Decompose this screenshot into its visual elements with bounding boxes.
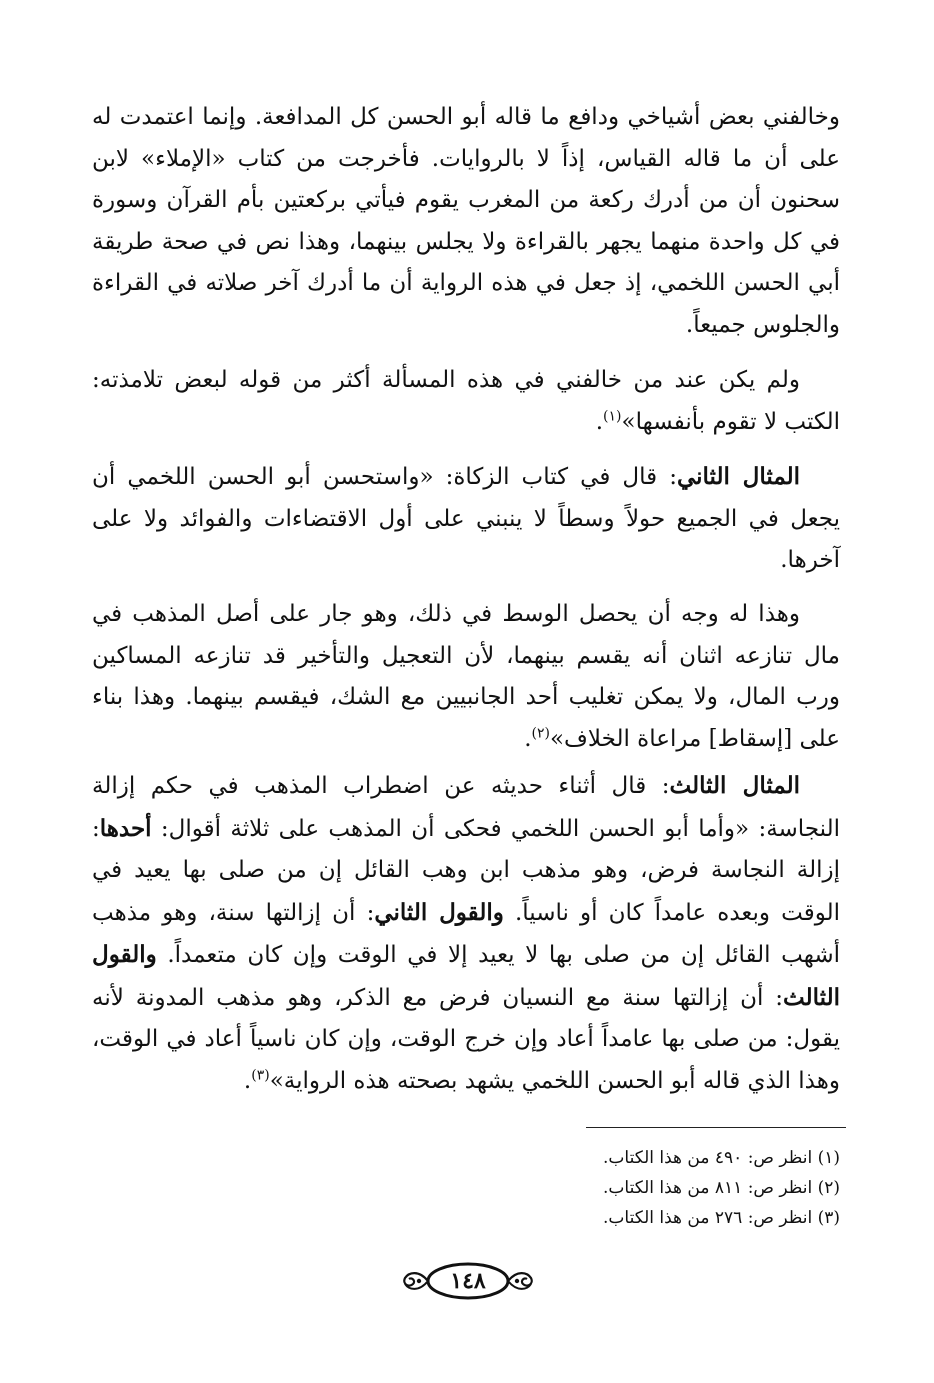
paragraph-1-line-5: وهذا نص في صحة طريقة أبي الحسن اللخمي، إذ جعل في هذه الرواية أن <box>92 228 840 296</box>
paragraph-1-line-1: وخالفني بعض أشياخي ودافع ما قاله أبو الحسن كل المدافعة. وإنما <box>202 104 840 130</box>
paragraph-1-line-6: ما أدرك آخر صلاته في القراءة والجلوس جميعاً. <box>92 270 840 338</box>
paragraph-5-end: . <box>243 1067 252 1094</box>
paragraph-5-line-5: مذهب أشهب القائل إن من صلى بها لا يعيد إلا في الوقت وإن كان متعمداً. <box>92 899 840 968</box>
paragraph-4-line-2: المذهب في مال تنازعه اثنان أنه يقسم بينهما، لأن التعجيل والتأخير قد <box>92 601 841 669</box>
footnote-text: انظر ص: ٤٩٠ من هذا الكتاب. <box>603 1148 813 1168</box>
paragraph-1-line-4: بأم القرآن وسورة في كل واحدة منهما يجهر بالقراءة ولا يجلس بينهما، <box>92 187 840 255</box>
third-opinion-label: والقول الثالث <box>92 941 840 1011</box>
paragraph-5 <box>92 765 840 1102</box>
paragraph-2-end: . <box>595 408 604 435</box>
paragraph-2 <box>92 360 840 443</box>
footnote-item <box>380 1203 840 1233</box>
footnote-number: (٣) <box>817 1208 840 1228</box>
footnote-ref-1: (١) <box>603 407 622 424</box>
footnote-ref-2: (٢) <box>531 724 550 741</box>
paragraph-5-line-4-rest: : أن إزالتها سنة، وهو <box>162 899 375 926</box>
paragraph-1 <box>92 97 840 346</box>
paragraph-3 <box>92 456 840 582</box>
paragraph-2-line-1: ولم يكن عند من خالفني في هذه المسألة أكثر من قوله لبعض <box>174 367 800 393</box>
paragraph-1-line-2: اعتمدت له على أن ما قاله القياس، إذاً لا بالروايات. فأخرجت من كتاب <box>92 104 840 172</box>
paragraph-4-end: . <box>524 725 532 752</box>
footnote-item <box>380 1173 840 1203</box>
paragraph-4-line-1: وهذا له وجه أن يحصل الوسط في ذلك، وهو جار على أصل <box>215 601 800 627</box>
first-opinion-label: أحدها <box>99 814 152 842</box>
footnote-separator <box>586 1127 846 1128</box>
footnote-number: (١) <box>817 1148 840 1168</box>
footnote-text: انظر ص: ٢٧٦ من هذا الكتاب. <box>603 1208 813 1228</box>
paragraph-5-line-1: : قال أثناء حديثه عن اضطراب المذهب في حكم إزالة <box>92 773 670 799</box>
example-3-label: المثال الثالث <box>669 772 800 799</box>
paragraph-3-line-1: : قال في كتاب الزكاة: «واستحسن أبو الحسن اللخمي <box>127 464 677 490</box>
footnote-text: انظر ص: ٨١١ من هذا الكتاب. <box>603 1178 813 1198</box>
footnotes <box>380 1143 840 1233</box>
paragraph-3-line-3: ولا على آخرها. <box>92 505 840 573</box>
footnote-item <box>380 1143 840 1173</box>
paragraph-5-line-7: لأنه يقول: من صلى بها عامداً أعاد وإن خرج الوقت، وإن كان ناسياً أعاد في <box>92 984 841 1052</box>
footnote-number: (٢) <box>817 1178 840 1198</box>
paragraph-4-line-4: فيقسم بينهما. وهذا بناء على [إسقاط] مراعاة الخلاف» <box>92 684 840 752</box>
page-number: ١٤٨ <box>450 1268 486 1294</box>
paragraph-5-line-4: يعيد في الوقت وبعده عامداً كان أو ناسياً. <box>92 857 841 926</box>
paragraph-1-line-3: «الإملاء» لابن سحنون أن من أدرك ركعة من المغرب يقوم فيأتي بركعتين <box>92 145 840 213</box>
paragraph-5-line-2: النجاسة: «وأما أبو الحسن اللخمي فحكى أن المذهب على ثلاثة أقوال: <box>160 815 840 842</box>
paragraph-4-line-3: تنازعه المساكين ورب المال، ولا يمكن تغليب أحد الجانبيين مع الشك، <box>92 642 840 710</box>
footnote-ref-3: (٣) <box>251 1066 270 1083</box>
paragraph-5-line-6: : أن إزالتها سنة مع النسيان فرض مع الذكر، وهو مذهب المدونة <box>135 984 784 1011</box>
second-opinion-label: والقول الثاني <box>374 898 504 926</box>
paragraph-5-line-8: الوقت، وهذا الذي قاله أبو الحسن اللخمي يشهد بصحته هذه الرواية» <box>92 1026 840 1094</box>
paragraph-5-line-3: : إزالة النجاسة فرض، وهو مذهب ابن وهب القائل إن من صلى بها <box>92 815 840 883</box>
paragraph-2-line-2: تلامذته: الكتب لا تقوم بأنفسها» <box>92 367 840 435</box>
example-2-label: المثال الثاني <box>676 463 801 490</box>
paragraph-3-line-2: أن يجعل في الجميع حولاً وسطاً لا ينبني على أول الاقتضاءات والفوائد <box>92 464 841 532</box>
paragraph-4 <box>92 594 840 760</box>
